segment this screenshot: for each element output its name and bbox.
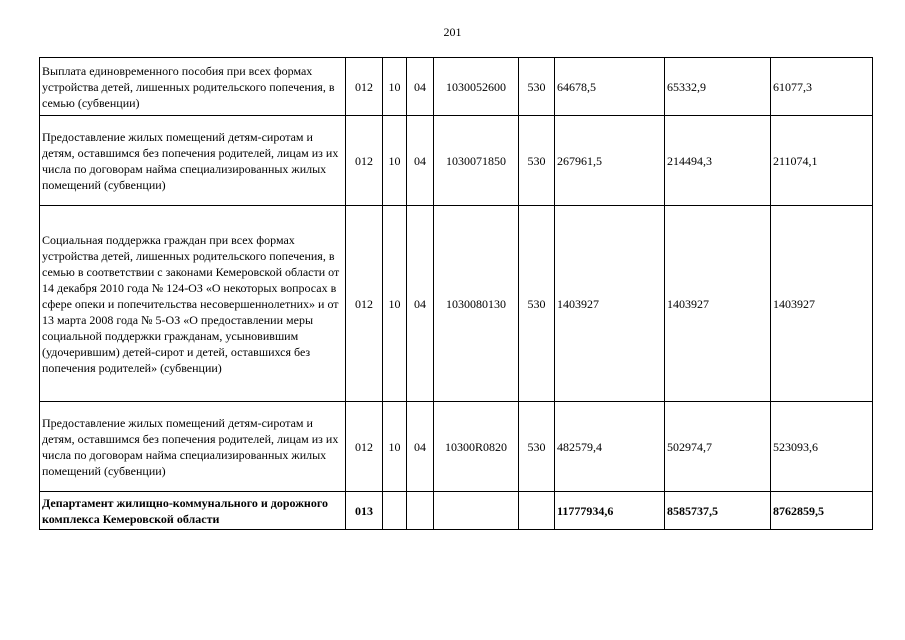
expense-type-code: 530 [519,206,555,402]
expense-type-code: 530 [519,58,555,116]
department-total-row [40,492,873,530]
amount-year-1: 267961,5 [555,116,665,206]
target-item-code: 1030071850 [434,116,519,206]
table-row [40,206,873,402]
expense-type-code [519,492,555,530]
target-item-code [434,492,519,530]
row-description: Социальная поддержка граждан при всех формах устройства детей, лишенных родительского попечения, в семью в соответствии с законами Кемеровской области от 14 декабря 2010 года № 124-ОЗ «О некоторых вопросах в сфере опеки и попечительства несовершеннолетних» и от 13 марта 2008 года № 5-ОЗ «О предоставлении меры социальной поддержки гражданам, усыновившим (удочерившим) детей-сирот и детей, оставшихся без попечения родителей» (субвенции) [40,206,346,402]
amount-year-2: 1403927 [665,206,771,402]
total-amount-year-3: 8762859,5 [771,492,873,530]
table-row [40,116,873,206]
ministry-code: 013 [346,492,383,530]
amount-year-3: 211074,1 [771,116,873,206]
expense-type-code: 530 [519,402,555,492]
ministry-code: 012 [346,402,383,492]
amount-year-3: 523093,6 [771,402,873,492]
table-row [40,58,873,116]
amount-year-2: 214494,3 [665,116,771,206]
department-name: Департамент жилищно-коммунального и дорожного комплекса Кемеровской области [40,492,346,530]
table-row [40,402,873,492]
subsection-code: 04 [407,402,434,492]
section-code: 10 [383,402,407,492]
total-amount-year-1: 11777934,6 [555,492,665,530]
target-item-code: 1030052600 [434,58,519,116]
amount-year-3: 61077,3 [771,58,873,116]
ministry-code: 012 [346,58,383,116]
target-item-code: 10300R0820 [434,402,519,492]
subsection-code [407,492,434,530]
target-item-code: 1030080130 [434,206,519,402]
total-amount-year-2: 8585737,5 [665,492,771,530]
row-description: Выплата единовременного пособия при всех формах устройства детей, лишенных родительского попечения, в семью (субвенции) [40,58,346,116]
amount-year-2: 65332,9 [665,58,771,116]
amount-year-2: 502974,7 [665,402,771,492]
subsection-code: 04 [407,58,434,116]
expense-type-code: 530 [519,116,555,206]
section-code: 10 [383,206,407,402]
budget-table [39,57,873,530]
amount-year-3: 1403927 [771,206,873,402]
section-code: 10 [383,58,407,116]
row-description: Предоставление жилых помещений детям-сиротам и детям, оставшимся без попечения родителей, лицам из их числа по договорам найма специализированных жилых помещений (субвенции) [40,116,346,206]
section-code: 10 [383,116,407,206]
section-code [383,492,407,530]
subsection-code: 04 [407,116,434,206]
amount-year-1: 1403927 [555,206,665,402]
row-description: Предоставление жилых помещений детям-сиротам и детям, оставшимся без попечения родителей, лицам из их числа по договорам найма специализированных жилых помещений (субвенции) [40,402,346,492]
ministry-code: 012 [346,116,383,206]
subsection-code: 04 [407,206,434,402]
amount-year-1: 64678,5 [555,58,665,116]
amount-year-1: 482579,4 [555,402,665,492]
ministry-code: 012 [346,206,383,402]
page-number: 201 [443,25,462,39]
